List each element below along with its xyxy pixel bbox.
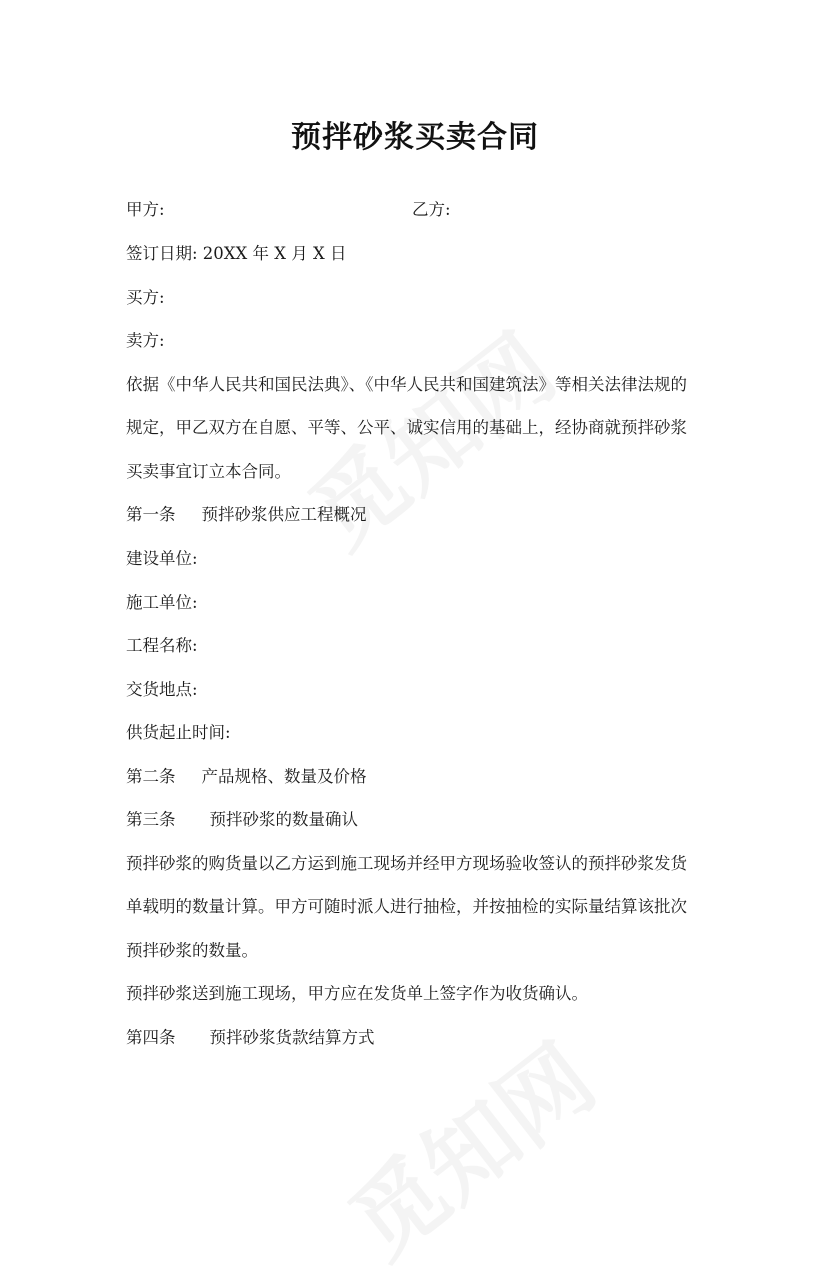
article-2-heading — [126, 763, 367, 787]
article-3-paragraph-line: 预拌砂浆的购货量以乙方运到施工现场并经甲方现场验收签认的预拌砂浆发货 — [126, 854, 687, 873]
watermark — [319, 1009, 618, 1283]
article-number: 第三条 — [126, 810, 176, 829]
article-title: 产品规格、数量及价格 — [201, 767, 367, 786]
field-project-name: 工程名称: — [126, 636, 198, 655]
field-construction-unit: 建设单位: — [126, 549, 198, 568]
intro-paragraph-line: 规定，甲乙双方在自愿、平等、公平、诚实信用的基础上，经协商就预拌砂浆 — [126, 418, 687, 437]
article-number: 第二条 — [126, 767, 176, 786]
article-1-heading — [126, 501, 367, 525]
field-builder-unit: 施工单位: — [126, 593, 198, 612]
article-number: 第四条 — [126, 1028, 176, 1047]
article-title: 预拌砂浆供应工程概况 — [201, 505, 367, 524]
intro-paragraph-line: 依据《中华人民共和国民法典》、《中华人民共和国建筑法》等相关法律法规的 — [126, 375, 687, 394]
article-3-paragraph-line: 单载明的数量计算。甲方可随时派人进行抽检，并按抽检的实际量结算该批次 — [126, 897, 687, 916]
field-supply-period: 供货起止时间: — [126, 723, 231, 742]
article-3-heading — [126, 806, 358, 830]
seller-label: 卖方: — [126, 331, 165, 350]
intro-paragraph-line: 买卖事宜订立本合同。 — [126, 462, 291, 481]
party-b-label: 乙方: — [412, 200, 451, 219]
sign-date: 签订日期: 20XX 年 X 月 X 日 — [126, 244, 347, 263]
article-title: 预拌砂浆货款结算方式 — [209, 1028, 375, 1047]
article-3-paragraph-2: 预拌砂浆送到施工现场，甲方应在发货单上签字作为收货确认。 — [126, 984, 588, 1003]
field-delivery-location: 交货地点: — [126, 680, 198, 699]
article-3-paragraph-line: 预拌砂浆的数量。 — [126, 941, 258, 960]
document-title: 预拌砂浆买卖合同 — [291, 120, 539, 155]
buyer-label: 买方: — [126, 288, 165, 307]
party-a-label: 甲方: — [126, 200, 165, 219]
article-4-heading — [126, 1024, 375, 1048]
article-number: 第一条 — [126, 505, 176, 524]
article-title: 预拌砂浆的数量确认 — [209, 810, 358, 829]
